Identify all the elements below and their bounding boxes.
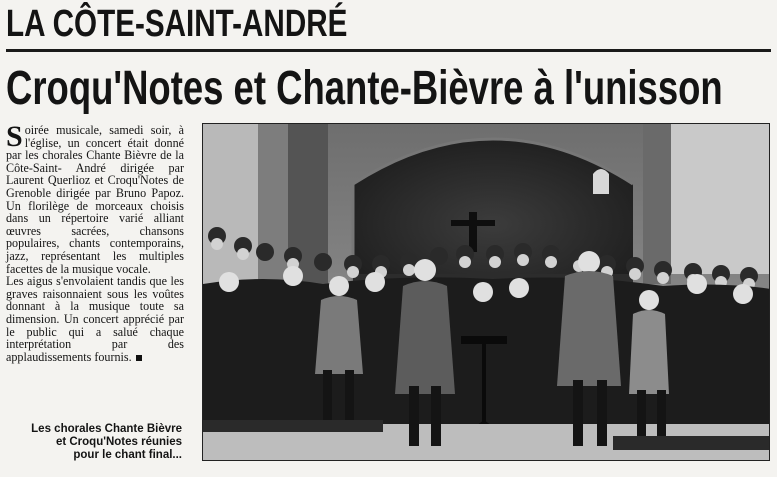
article-headline: Croqu'Notes et Chante-Bièvre à l'unisson <box>6 62 723 115</box>
photo-caption: Les chorales Chante Bièvre et Croqu'Notes réunies pour le chant final... <box>31 423 182 461</box>
end-mark-icon <box>136 355 142 361</box>
drop-cap: S <box>6 120 23 153</box>
choir-photo <box>202 123 770 461</box>
choir-photo-illustration <box>203 124 770 461</box>
section-kicker: LA CÔTE-SAINT-ANDRÉ <box>6 3 348 45</box>
article-body <box>6 120 184 364</box>
header-rule <box>6 49 771 52</box>
article-text: oirée musicale, samedi soir, à l'église, un concert était donné par les chorales Chante Bièvre de la Côte-Saint- André dirigée par Laurent Querlioz et Croqu'Notes de Grenoble dirigée par Bruno Papoz. Un florilège de morceaux choisis dans un répertoire varié alliant œuvres sacrées, chansons populaires, chants contemporains, jazz, représentant les multiples facettes de la musique vocale. Les aigus s'envolaient tandis que les graves raisonnaient sous les voûtes donnant à la musique toute sa dimension. Un concert apprécié par le public qui a salué chaque interprétation par des applaudissements fournis. <box>6 123 184 364</box>
